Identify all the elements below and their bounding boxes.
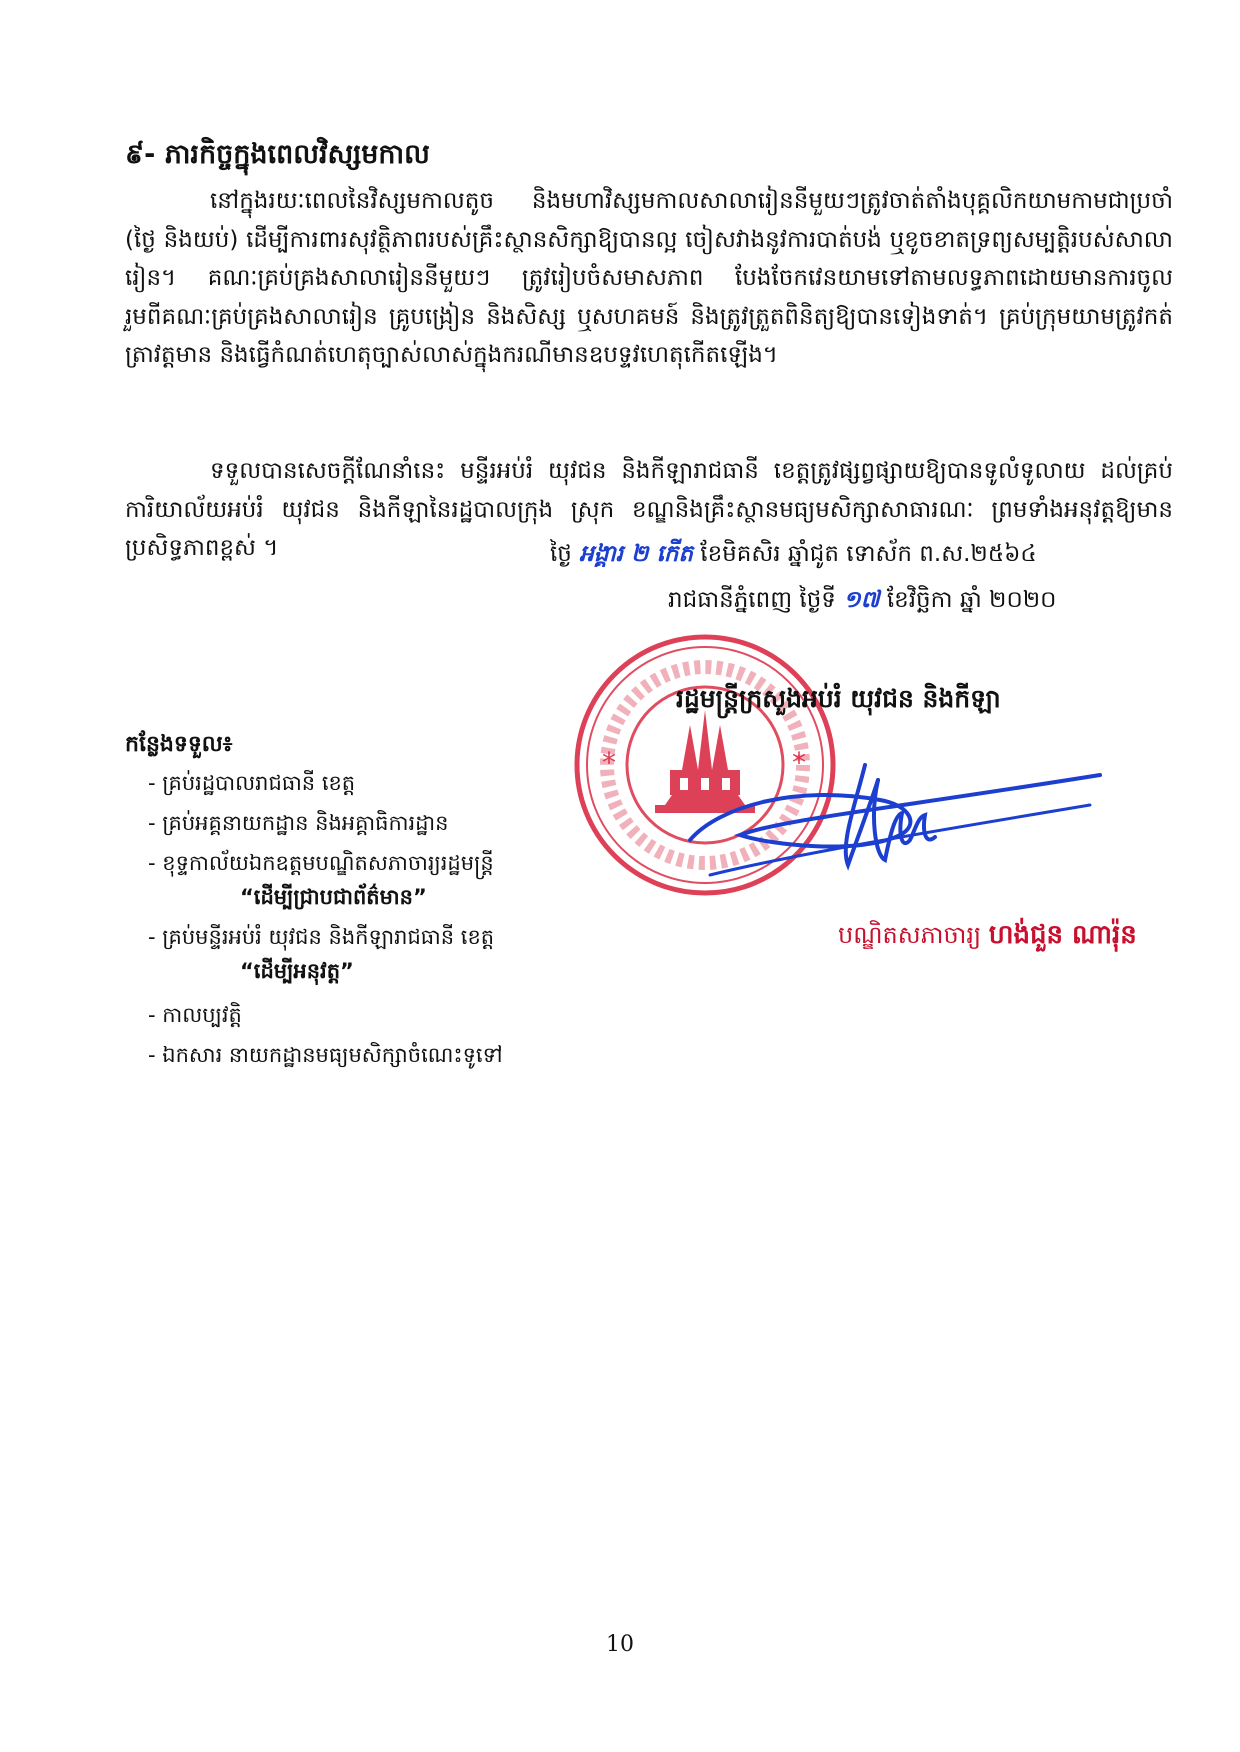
- signer-block: [838, 918, 1137, 956]
- svg-text:*: *: [602, 746, 616, 779]
- lunar-date-prefix: ថ្ងៃ: [550, 541, 572, 567]
- lunar-date-handwritten: អង្គារ ២ កើត: [579, 540, 693, 567]
- lunar-date-suffix: ខែមិគសិរ ឆ្នាំជូត ទោស័ក ព.ស.២៥៦៤: [700, 541, 1037, 567]
- recipient-note-implement: “ដើម្បីអនុវត្ត”: [240, 959, 354, 983]
- recipients-heading: កន្លែងទទួល៖: [125, 732, 233, 757]
- recipient-item: - គ្រប់រដ្ឋបាលរាជធានី ខេត្ត: [148, 771, 356, 795]
- recipient-note-info: “ដើម្បីជ្រាបជាព័ត៌មាន”: [240, 885, 427, 909]
- section-heading: ៩- ភារកិច្ចក្នុងពេលវិស្សមកាល: [125, 139, 430, 170]
- solar-date-line: [668, 586, 1056, 619]
- signer-prefix: បណ្ឌិតសភាចារ្យ: [838, 921, 982, 949]
- svg-text:*: *: [792, 746, 806, 779]
- recipient-item: - គ្រប់មន្ទីរអប់រំ យុវជន និងកីឡារាជធានី ខេត្ត: [148, 925, 495, 949]
- lunar-date-line: [550, 540, 1037, 573]
- solar-date-handwritten: ១៧: [843, 586, 880, 613]
- signature-icon: [680, 745, 1110, 895]
- solar-date-suffix: ខែវិច្ឆិកា ឆ្នាំ ២០២០: [886, 587, 1057, 613]
- signer-name: ហង់ជួន ណារ៉ុន: [988, 920, 1137, 950]
- recipient-item: - កាលប្បវត្តិ: [148, 1003, 242, 1027]
- minister-title: រដ្ឋមន្ត្រីក្រសួងអប់រំ យុវជន និងកីឡា: [676, 684, 1001, 713]
- recipient-item: - គ្រប់អគ្គនាយកដ្ឋាន និងអគ្គាធិការដ្ឋាន: [148, 811, 449, 835]
- recipient-item: - ខុទ្ទកាល័យឯកឧត្តមបណ្ឌិតសភាចារ្យរដ្ឋមន្ត្រី: [148, 851, 494, 875]
- paragraph-duties: នៅក្នុងរយៈពេលនៃវិស្សមកាលតូច និងមហាវិស្សមកាលសាលារៀននីមួយៗត្រូវចាត់តាំងបុគ្គលិកយាមកាមជាប្រចាំ (ថ្ងៃ និងយប់) ដើម្បីការពារសុវត្ថិភាពរបស់គ្រឹះស្ថានសិក្សាឱ្យបានល្អ ចៀសវាងនូវការបាត់បង់ ឬខូចខាតទ្រព្យសម្បត្តិរបស់សាលារៀន។ គណៈគ្រប់គ្រងសាលារៀននីមួយៗ ត្រូវរៀបចំសមាសភាព បែងចែកវេនយាមទៅតាមលទ្ធភាពដោយមានការចូលរួមពីគណៈគ្រប់គ្រងសាលារៀន គ្រូបង្រៀន និងសិស្ស ឬសហគមន៍ និងត្រូវត្រួតពិនិត្យឱ្យបានទៀងទាត់។ គ្រប់ក្រុមយាមត្រូវកត់ត្រាវត្តមាន និងធ្វើកំណត់ហេតុច្បាស់លាស់ក្នុងករណីមានឧបទ្ទវហេតុកើតឡើង។: [125, 188, 1173, 368]
- solar-date-prefix: រាជធានីភ្នំពេញ ថ្ងៃទី: [668, 587, 836, 613]
- recipient-item: - ឯកសារ នាយកដ្ឋានមធ្យមសិក្សាចំណេះទូទៅ: [148, 1043, 503, 1067]
- paragraph-dissemination: ទទួលបានសេចក្តីណែនាំនេះ មន្ទីរអប់រំ យុវជន និងកីឡារាជធានី ខេត្តត្រូវផ្សព្វផ្សាយឱ្យបានទូលំទូលាយ ដល់គ្រប់ការិយាល័យអប់រំ យុវជន និងកីឡានៃរដ្ឋបាលក្រុង ស្រុក ខណ្ឌនិងគ្រឹះស្ថានមធ្យមសិក្សាសាធារណៈ ព្រមទាំងអនុវត្តឱ្យមានប្រសិទ្ធភាពខ្ពស់ ។: [125, 458, 1173, 561]
- page-number: 10: [606, 1632, 634, 1657]
